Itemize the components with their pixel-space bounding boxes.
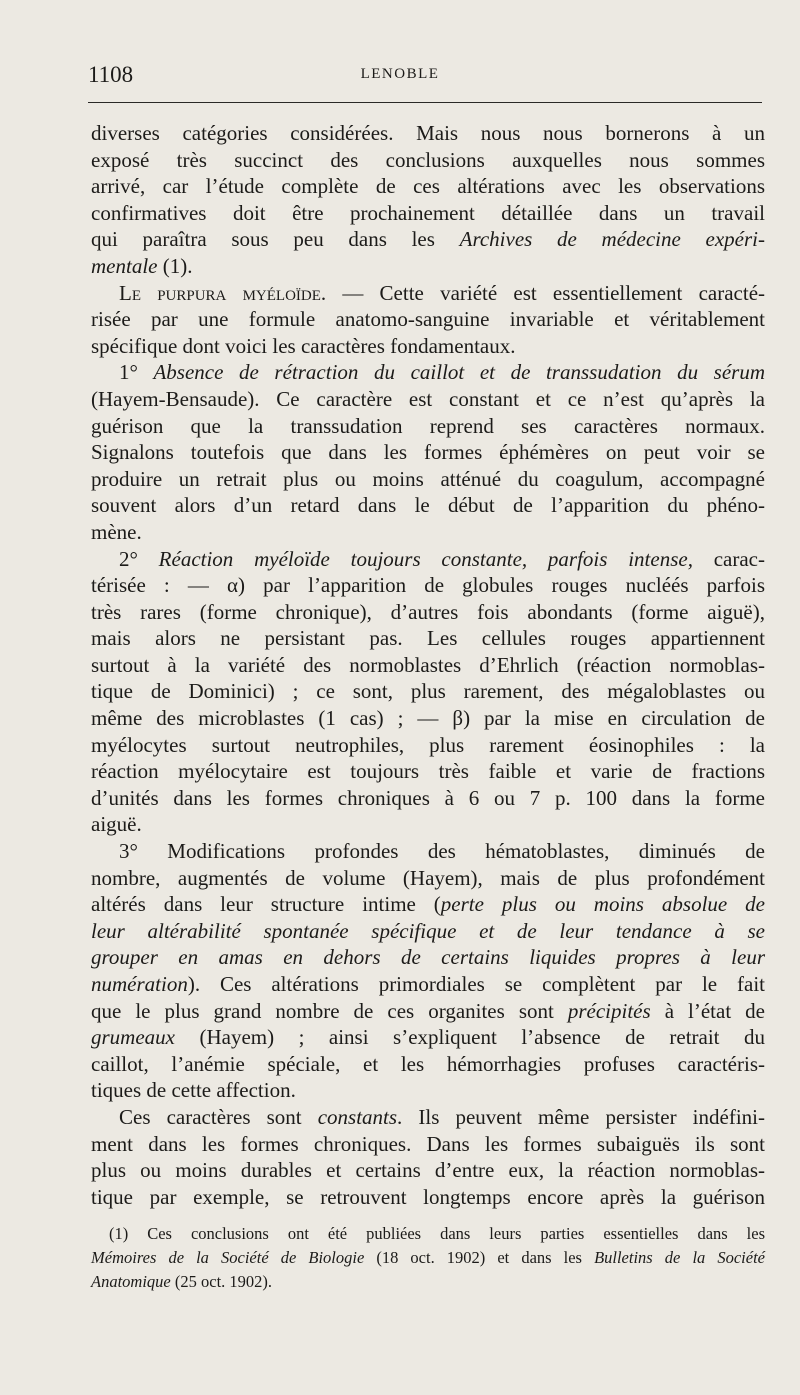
italic-run: grumeaux bbox=[91, 1025, 175, 1050]
text-line bbox=[91, 253, 765, 280]
text-line: Signalons toutefois que dans les formes éphémères on peut voir se bbox=[91, 440, 765, 465]
text-run: . Ils peuvent même persister indéfini- bbox=[397, 1104, 765, 1129]
text-run: (25 oct. 1902). bbox=[170, 1272, 273, 1291]
text-line: risée par une formule anatomo-sanguine invariable et véritablement bbox=[91, 307, 765, 332]
text-line: diverses catégories considérées. Mais nous nous bornerons à un bbox=[91, 121, 765, 145]
text-line: tiques de cette affection. bbox=[91, 1078, 296, 1103]
text-line: d’unités dans les formes chroniques à 6 ou 7 p. 100 dans la forme bbox=[91, 785, 765, 810]
text-line bbox=[91, 891, 765, 918]
text-line bbox=[91, 280, 765, 307]
text-line: exposé très succinct des conclusions auxquelles nous sommes bbox=[91, 147, 765, 172]
italic-run: Anatomique bbox=[91, 1272, 171, 1291]
body-text bbox=[91, 120, 765, 1210]
text-run: Ces caractères sont bbox=[119, 1104, 318, 1129]
page-number: 1108 bbox=[88, 62, 134, 87]
text-line bbox=[91, 944, 765, 971]
text-line: plus ou moins durables et certains d’entre eux, la réaction normoblas- bbox=[91, 1158, 765, 1183]
text-line: même des microblastes (1 cas) ; — β) par la mise en circulation de bbox=[91, 706, 765, 731]
italic-run: numération bbox=[91, 972, 188, 996]
footnote-line bbox=[91, 1270, 765, 1294]
italic-run: Mémoires de la Société de Biologie bbox=[91, 1248, 365, 1267]
text-line bbox=[91, 546, 765, 573]
text-line: très rares (forme chronique), d’autres fois abondants (forme aiguë), bbox=[91, 599, 765, 624]
italic-run: grouper en amas en dehors de certains liquides propres à leur bbox=[91, 945, 765, 970]
text-line: tique par exemple, se retrouvent longtemps encore après la guérison bbox=[91, 1184, 765, 1209]
text-run: 1° bbox=[119, 360, 154, 385]
text-line: arrivé, car l’étude complète de ces altérations avec les observations bbox=[91, 174, 765, 199]
italic-run: mentale bbox=[91, 253, 158, 278]
text-line: (Hayem-Bensaude). Ce caractère est constant et ce n’est qu’après la bbox=[91, 386, 765, 411]
text-line: nombre, augmentés de volume (Hayem), mais de plus profondément bbox=[91, 865, 765, 890]
text-line: ment dans les formes chroniques. Dans les formes subaiguës ils sont bbox=[91, 1131, 765, 1156]
running-head: LENOBLE bbox=[360, 66, 440, 82]
text-line: guérison que la transsudation reprend ses caractères normaux. bbox=[91, 413, 765, 438]
text-run: que le plus grand nombre de ces organites sont bbox=[91, 998, 568, 1023]
text-run: (1). bbox=[157, 253, 193, 278]
text-run: — Cette variété est essentiellement caracté- bbox=[326, 280, 766, 305]
text-line: caillot, l’anémie spéciale, et les hémorrhagies profuses caractéris- bbox=[91, 1051, 765, 1076]
text-run: carac- bbox=[692, 546, 765, 571]
footnote-line: (1) Ces conclusions ont été publiées dans leurs parties essentielles dans les bbox=[109, 1224, 765, 1243]
text-line: tique de Dominici) ; ce sont, plus rarement, des mégaloblastes ou bbox=[91, 679, 765, 704]
italic-run: perte plus ou moins absolue de bbox=[440, 892, 765, 917]
text-line: myélocytes surtout neutrophiles, plus rarement éosinophiles : la bbox=[91, 732, 765, 757]
italic-run: précipités bbox=[567, 998, 651, 1023]
header-rule bbox=[88, 102, 762, 103]
text-line: 3° Modifications profondes des hématoblastes, diminués de bbox=[119, 839, 765, 864]
text-line bbox=[91, 1104, 765, 1131]
text-line: surtout à la variété des normoblastes d’Ehrlich (réaction normoblas- bbox=[91, 652, 765, 677]
italic-run: Archives de médecine expéri- bbox=[459, 227, 765, 252]
text-run: altérés dans leur structure intime ( bbox=[91, 892, 441, 917]
text-run: (18 oct. 1902) et dans les bbox=[364, 1248, 595, 1267]
text-run: 2° bbox=[119, 546, 159, 571]
text-line bbox=[91, 998, 765, 1025]
text-run: ). Ces altérations primordiales se complètent par le fait bbox=[187, 972, 765, 996]
text-line: réaction myélocytaire est toujours très faible et varie de fractions bbox=[91, 759, 765, 784]
italic-run: leur altérabilité spontanée spécifique et de leur tendance à se bbox=[91, 918, 765, 943]
text-line: mène. bbox=[91, 519, 142, 544]
footnote-line bbox=[91, 1246, 765, 1270]
text-run: à l’état de bbox=[650, 998, 766, 1023]
section-heading: Le purpura myéloïde. bbox=[119, 280, 327, 305]
text-line bbox=[91, 971, 765, 998]
text-line: souvent alors d’un retard dans le début de l’apparition du phéno- bbox=[91, 493, 765, 518]
italic-run: Absence de rétraction du caillot et de transsudation du sérum bbox=[153, 360, 765, 385]
text-line: térisée : — α) par l’apparition de globules rouges nucléés parfois bbox=[91, 573, 765, 598]
text-line: aiguë. bbox=[91, 812, 142, 837]
text-line bbox=[91, 1024, 765, 1051]
text-line bbox=[91, 359, 765, 386]
text-line: confirmatives doit être prochainement détaillée dans un travail bbox=[91, 200, 765, 225]
text-run: (Hayem) ; ainsi s’expliquent l’absence de retrait du bbox=[174, 1025, 765, 1050]
text-line: spécifique dont voici les caractères fondamentaux. bbox=[91, 333, 516, 358]
footnote bbox=[91, 1222, 765, 1294]
text-line bbox=[91, 918, 765, 945]
italic-run: Réaction myéloïde toujours constante, parfois intense, bbox=[158, 546, 693, 571]
text-run: qui paraîtra sous peu dans les bbox=[91, 227, 460, 252]
text-line bbox=[91, 226, 765, 253]
text-line: produire un retrait plus ou moins atténué du coagulum, accompagné bbox=[91, 466, 765, 491]
italic-run: constants bbox=[317, 1104, 398, 1129]
text-line: mais alors ne persistant pas. Les cellules rouges appartiennent bbox=[91, 626, 765, 651]
italic-run: Bulletins de la Société bbox=[594, 1248, 765, 1267]
